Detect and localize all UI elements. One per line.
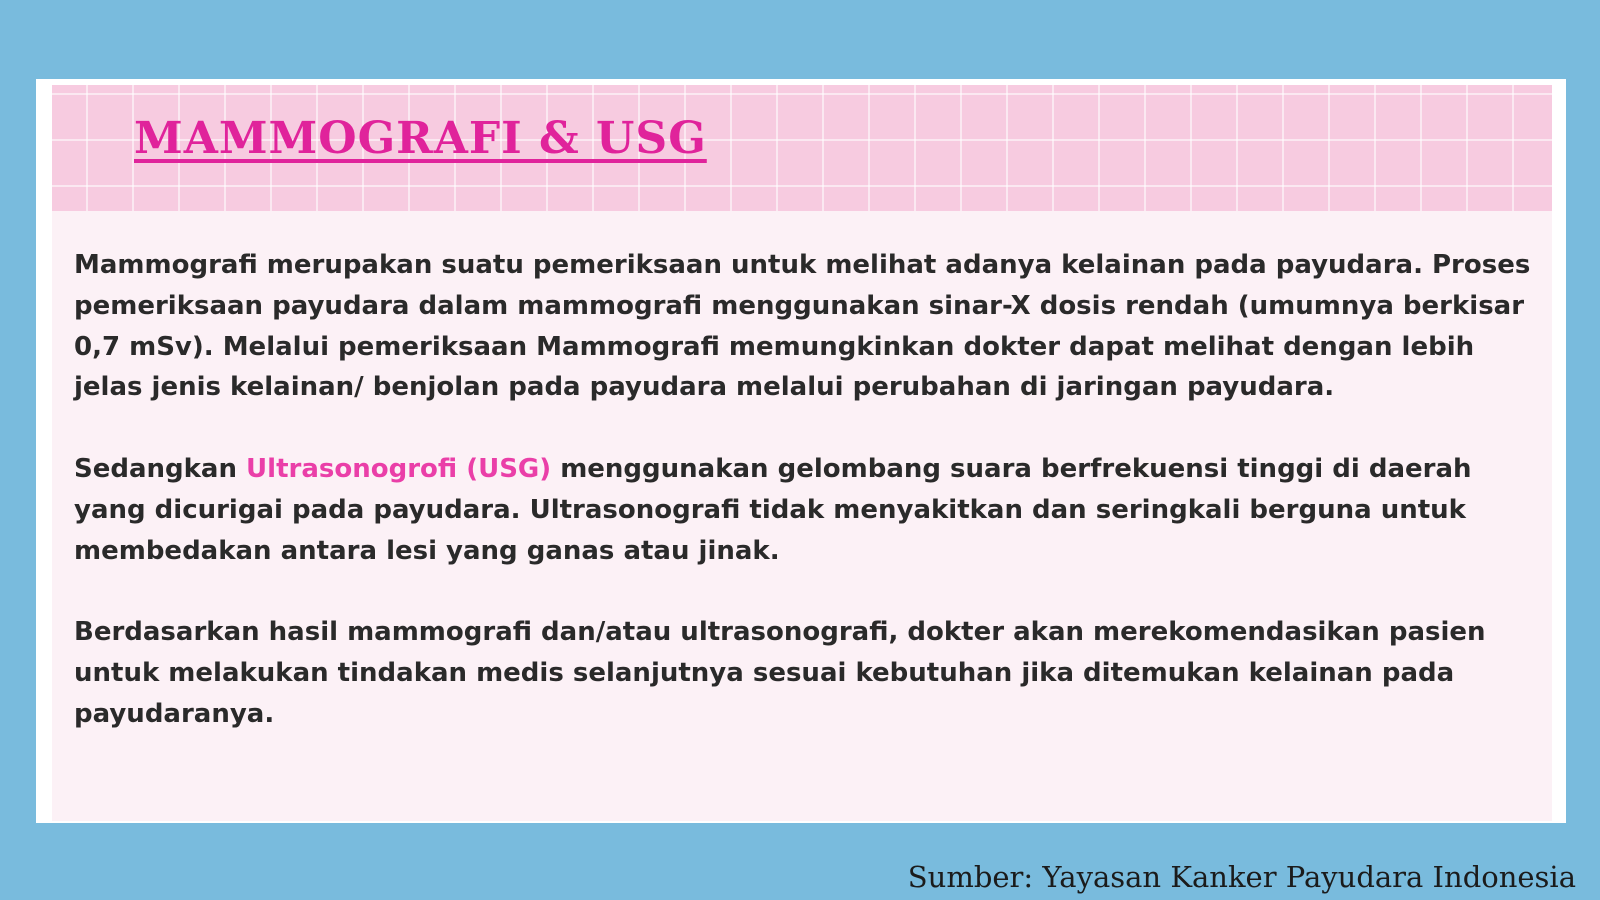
usg-highlight: Ultrasonogrofi (USG) [246,453,552,484]
body-text [74,245,1534,775]
paragraph-usg-suffix: menggunakan gelombang suara berfrekuensi tinggi di daerah yang dicurigai pada payudara. Ultrasonografi tidak menyakitkan dan seringkali berguna untuk membedakan antara lesi yang ganas atau jinak. [74,453,1472,566]
content-frame [36,79,1566,823]
paragraph-usg-prefix: Sedangkan [74,453,247,484]
info-card [52,85,1552,821]
header-band [52,85,1552,211]
paragraph-usg [74,449,1534,571]
page-title: MAMMOGRAFI & USG [134,113,707,164]
paragraph-recommendation: Berdasarkan hasil mammografi dan/atau ultrasonografi, dokter akan merekomendasikan pasien untuk melakukan tindakan medis selanjutnya sesuai kebutuhan jika ditemukan kelainan pada payudaranya. [74,617,1486,729]
paragraph-mammografi: Mammografi merupakan suatu pemeriksaan untuk melihat adanya kelainan pada payudara. Proses pemeriksaan payudara dalam mammografi menggunakan sinar-X dosis rendah (umumnya berkisar 0,7 mSv). Melalui pemeriksaan Mammografi memungkinkan dokter dapat melihat dengan lebih jelas jenis kelainan/ benjolan pada payudara melalui perubahan di jaringan payudara. [74,250,1531,403]
source-credit: Sumber: Yayasan Kanker Payudara Indonesia [907,860,1576,894]
